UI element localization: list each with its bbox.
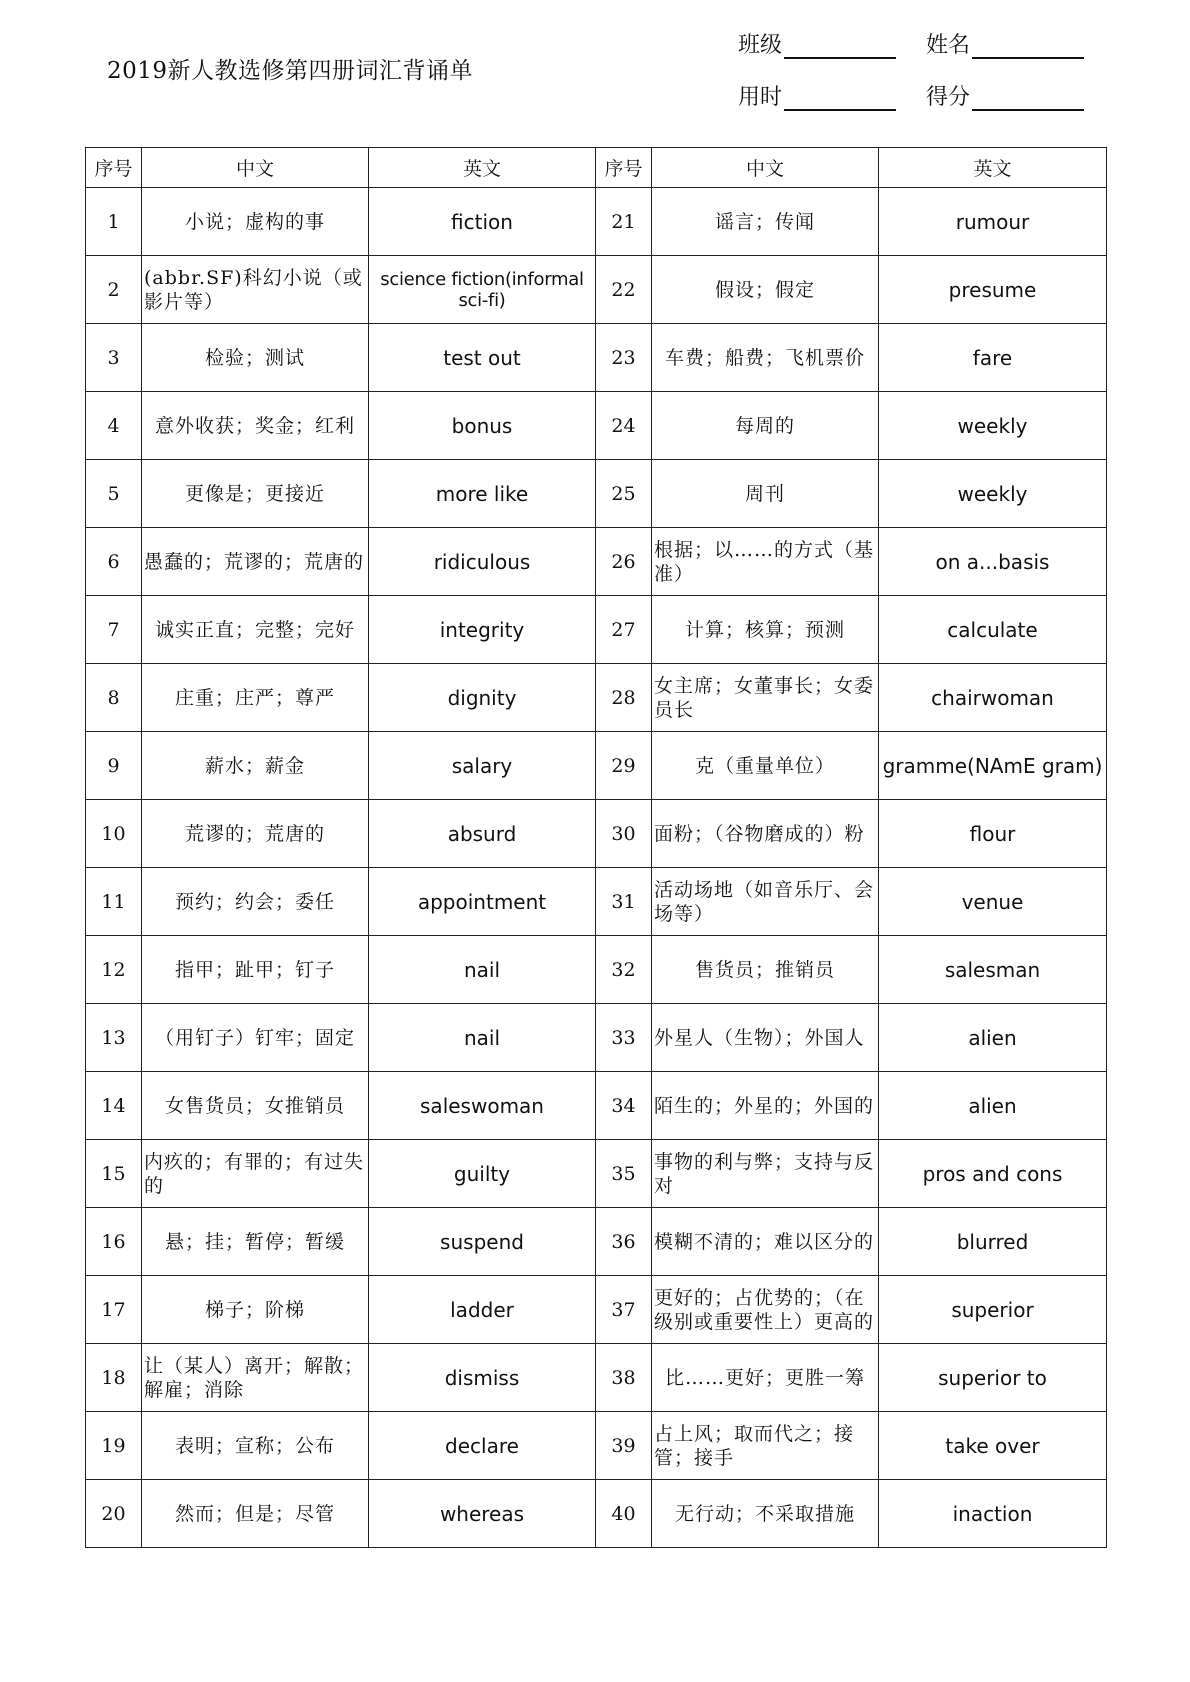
chinese-meaning: 内疚的；有罪的；有过失的 xyxy=(142,1140,369,1208)
class-field xyxy=(738,28,896,59)
english-word: suspend xyxy=(369,1208,596,1276)
word-number: 32 xyxy=(596,936,652,1004)
chinese-meaning: (abbr.SF)科幻小说（或影片等） xyxy=(142,256,369,324)
score-field xyxy=(926,80,1084,111)
time-blank-line xyxy=(784,87,896,111)
chinese-meaning: 克（重量单位） xyxy=(652,732,879,800)
name-blank-line xyxy=(972,35,1084,59)
score-label: 得分 xyxy=(926,85,971,110)
english-word: fiction xyxy=(369,188,596,256)
english-word: ridiculous xyxy=(369,528,596,596)
english-word: test out xyxy=(369,324,596,392)
english-word: venue xyxy=(879,868,1107,936)
chinese-meaning: 荒谬的；荒唐的 xyxy=(142,800,369,868)
time-label: 用时 xyxy=(738,85,783,110)
word-number: 13 xyxy=(86,1004,142,1072)
word-number: 36 xyxy=(596,1208,652,1276)
word-number: 23 xyxy=(596,324,652,392)
english-word: superior xyxy=(879,1276,1107,1344)
chinese-meaning: 模糊不清的；难以区分的 xyxy=(652,1208,879,1276)
english-word: ladder xyxy=(369,1276,596,1344)
table-row xyxy=(86,868,1107,936)
chinese-meaning: 更像是；更接近 xyxy=(142,460,369,528)
chinese-meaning: （用钉子）钉牢；固定 xyxy=(142,1004,369,1072)
english-word: nail xyxy=(369,936,596,1004)
word-number: 39 xyxy=(596,1412,652,1480)
english-word: science fiction(informal sci-fi) xyxy=(369,256,596,324)
table-row xyxy=(86,1208,1107,1276)
english-word: chairwoman xyxy=(879,664,1107,732)
chinese-meaning: 陌生的；外星的；外国的 xyxy=(652,1072,879,1140)
vocabulary-table xyxy=(85,147,1107,1548)
word-number: 29 xyxy=(596,732,652,800)
word-number: 18 xyxy=(86,1344,142,1412)
english-word: flour xyxy=(879,800,1107,868)
english-word: absurd xyxy=(369,800,596,868)
table-row xyxy=(86,1344,1107,1412)
word-number: 3 xyxy=(86,324,142,392)
word-number: 8 xyxy=(86,664,142,732)
name-label: 姓名 xyxy=(926,33,971,58)
english-word: alien xyxy=(879,1072,1107,1140)
english-word: superior to xyxy=(879,1344,1107,1412)
chinese-meaning: 周刊 xyxy=(652,460,879,528)
chinese-meaning: 根据；以……的方式（基准） xyxy=(652,528,879,596)
chinese-meaning: 无行动；不采取措施 xyxy=(652,1480,879,1548)
table-header-row xyxy=(86,148,1107,188)
word-number: 38 xyxy=(596,1344,652,1412)
chinese-meaning: 女售货员；女推销员 xyxy=(142,1072,369,1140)
chinese-meaning: 外星人（生物）；外国人 xyxy=(652,1004,879,1072)
word-number: 7 xyxy=(86,596,142,664)
english-word: salary xyxy=(369,732,596,800)
table-row xyxy=(86,936,1107,1004)
time-field xyxy=(738,80,896,111)
word-number: 11 xyxy=(86,868,142,936)
table-row xyxy=(86,732,1107,800)
chinese-meaning: 检验；测试 xyxy=(142,324,369,392)
chinese-meaning: 女主席；女董事长；女委员长 xyxy=(652,664,879,732)
chinese-meaning: 预约；约会；委任 xyxy=(142,868,369,936)
english-word: bonus xyxy=(369,392,596,460)
word-number: 26 xyxy=(596,528,652,596)
chinese-meaning: 谣言；传闻 xyxy=(652,188,879,256)
table-row xyxy=(86,528,1107,596)
english-word: saleswoman xyxy=(369,1072,596,1140)
english-word: guilty xyxy=(369,1140,596,1208)
chinese-meaning: 指甲；趾甲；钉子 xyxy=(142,936,369,1004)
word-number: 17 xyxy=(86,1276,142,1344)
word-number: 35 xyxy=(596,1140,652,1208)
table-row xyxy=(86,256,1107,324)
table-row xyxy=(86,596,1107,664)
table-row xyxy=(86,392,1107,460)
column-header-number: 序号 xyxy=(86,148,142,188)
chinese-meaning: 售货员；推销员 xyxy=(652,936,879,1004)
english-word: pros and cons xyxy=(879,1140,1107,1208)
table-row xyxy=(86,460,1107,528)
word-number: 25 xyxy=(596,460,652,528)
page-title: 2019新人教选修第四册词汇背诵单 xyxy=(107,58,474,84)
table-row xyxy=(86,800,1107,868)
table-row xyxy=(86,1140,1107,1208)
word-number: 5 xyxy=(86,460,142,528)
chinese-meaning: 悬；挂；暂停；暂缓 xyxy=(142,1208,369,1276)
table-row xyxy=(86,188,1107,256)
word-number: 24 xyxy=(596,392,652,460)
english-word: alien xyxy=(879,1004,1107,1072)
table-row xyxy=(86,664,1107,732)
chinese-meaning: 每周的 xyxy=(652,392,879,460)
chinese-meaning: 薪水；薪金 xyxy=(142,732,369,800)
column-header-chinese-2: 中文 xyxy=(652,148,879,188)
english-word: blurred xyxy=(879,1208,1107,1276)
english-word: integrity xyxy=(369,596,596,664)
column-header-english-2: 英文 xyxy=(879,148,1107,188)
chinese-meaning: 意外收获；奖金；红利 xyxy=(142,392,369,460)
chinese-meaning: 表明；宣称；公布 xyxy=(142,1412,369,1480)
chinese-meaning: 愚蠢的；荒谬的；荒唐的 xyxy=(142,528,369,596)
chinese-meaning: 梯子；阶梯 xyxy=(142,1276,369,1344)
chinese-meaning: 然而；但是；尽管 xyxy=(142,1480,369,1548)
word-number: 21 xyxy=(596,188,652,256)
chinese-meaning: 更好的；占优势的；（在级别或重要性上）更高的 xyxy=(652,1276,879,1344)
english-word: inaction xyxy=(879,1480,1107,1548)
word-number: 28 xyxy=(596,664,652,732)
word-number: 30 xyxy=(596,800,652,868)
chinese-meaning: 事物的利与弊；支持与反对 xyxy=(652,1140,879,1208)
english-word: weekly xyxy=(879,460,1107,528)
english-word: declare xyxy=(369,1412,596,1480)
word-number: 2 xyxy=(86,256,142,324)
chinese-meaning: 小说；虚构的事 xyxy=(142,188,369,256)
column-header-chinese: 中文 xyxy=(142,148,369,188)
english-word: dignity xyxy=(369,664,596,732)
table-row xyxy=(86,1072,1107,1140)
english-word: on a...basis xyxy=(879,528,1107,596)
english-word: dismiss xyxy=(369,1344,596,1412)
word-number: 10 xyxy=(86,800,142,868)
chinese-meaning: 面粉；（谷物磨成的）粉 xyxy=(652,800,879,868)
word-number: 16 xyxy=(86,1208,142,1276)
word-number: 9 xyxy=(86,732,142,800)
english-word: take over xyxy=(879,1412,1107,1480)
english-word: appointment xyxy=(369,868,596,936)
english-word: rumour xyxy=(879,188,1107,256)
table-row xyxy=(86,324,1107,392)
table-row xyxy=(86,1004,1107,1072)
chinese-meaning: 比……更好；更胜一筹 xyxy=(652,1344,879,1412)
word-number: 27 xyxy=(596,596,652,664)
word-number: 37 xyxy=(596,1276,652,1344)
english-word: presume xyxy=(879,256,1107,324)
english-word: whereas xyxy=(369,1480,596,1548)
column-header-number-2: 序号 xyxy=(596,148,652,188)
name-field xyxy=(926,28,1084,59)
table-row xyxy=(86,1480,1107,1548)
chinese-meaning: 假设；假定 xyxy=(652,256,879,324)
english-word: weekly xyxy=(879,392,1107,460)
chinese-meaning: 庄重；庄严；尊严 xyxy=(142,664,369,732)
english-word: nail xyxy=(369,1004,596,1072)
english-word: salesman xyxy=(879,936,1107,1004)
word-number: 1 xyxy=(86,188,142,256)
english-word: calculate xyxy=(879,596,1107,664)
chinese-meaning: 占上风；取而代之；接管；接手 xyxy=(652,1412,879,1480)
chinese-meaning: 让（某人）离开；解散；解雇；消除 xyxy=(142,1344,369,1412)
class-blank-line xyxy=(784,35,896,59)
english-word: more like xyxy=(369,460,596,528)
word-number: 40 xyxy=(596,1480,652,1548)
chinese-meaning: 诚实正直；完整；完好 xyxy=(142,596,369,664)
word-number: 14 xyxy=(86,1072,142,1140)
word-number: 15 xyxy=(86,1140,142,1208)
word-number: 6 xyxy=(86,528,142,596)
chinese-meaning: 计算；核算；预测 xyxy=(652,596,879,664)
table-row xyxy=(86,1412,1107,1480)
english-word: gramme(NAmE gram) xyxy=(879,732,1107,800)
table-row xyxy=(86,1276,1107,1344)
word-number: 34 xyxy=(596,1072,652,1140)
word-number: 4 xyxy=(86,392,142,460)
score-blank-line xyxy=(972,87,1084,111)
word-number: 12 xyxy=(86,936,142,1004)
chinese-meaning: 车费；船费；飞机票价 xyxy=(652,324,879,392)
word-number: 33 xyxy=(596,1004,652,1072)
word-number: 20 xyxy=(86,1480,142,1548)
word-number: 22 xyxy=(596,256,652,324)
class-label: 班级 xyxy=(738,33,783,58)
column-header-english: 英文 xyxy=(369,148,596,188)
word-number: 31 xyxy=(596,868,652,936)
chinese-meaning: 活动场地（如音乐厅、会场等） xyxy=(652,868,879,936)
word-number: 19 xyxy=(86,1412,142,1480)
english-word: fare xyxy=(879,324,1107,392)
